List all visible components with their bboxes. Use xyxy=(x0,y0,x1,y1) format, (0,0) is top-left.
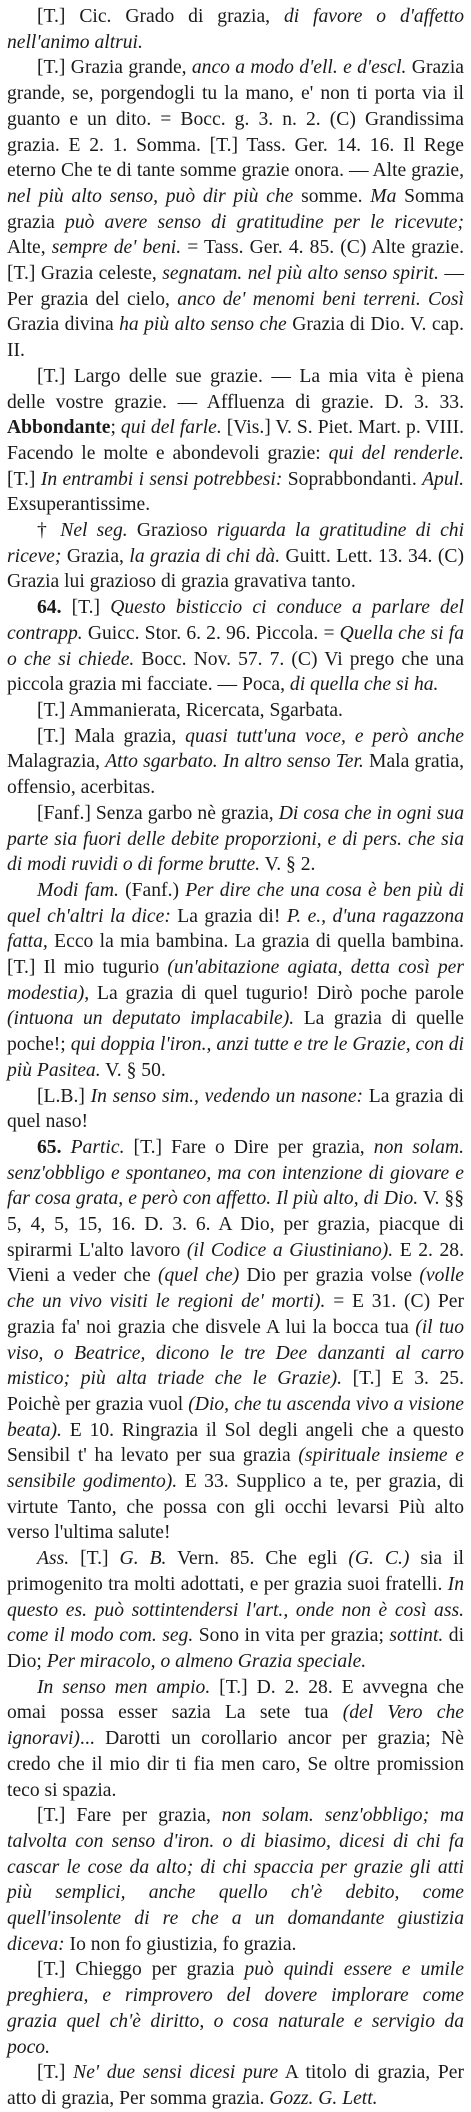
italic-text-run: In senso sim., vedendo un nasone: xyxy=(90,1085,364,1107)
text-run: Somma grazia xyxy=(7,185,464,233)
italic-text-run: Quella che si fa o che si chiede. xyxy=(7,622,465,670)
italic-text-run: (G. C.) xyxy=(348,1548,410,1570)
bold-text-run: 64. xyxy=(37,597,62,619)
text-run xyxy=(62,1137,71,1158)
text-run: La grazia di! xyxy=(170,905,287,927)
italic-text-run: Gozz. G. Lett. xyxy=(269,2087,378,2109)
text-run: [T.] Fare per grazia, xyxy=(37,1805,222,1827)
text-run: ... Darotti un corollario ancor per grazia; Nè credo che il mio dir ti fia men caro, Se oltre promission teco si spazia. xyxy=(7,1728,464,1801)
italic-text-run: ha più alto senso che xyxy=(119,314,287,336)
text-run: (Fanf.) xyxy=(118,879,186,901)
dictionary-paragraph xyxy=(7,1803,464,1957)
italic-text-run: qui del renderle. xyxy=(328,442,464,464)
dictionary-paragraph xyxy=(7,2060,464,2111)
text-run: sia il primogenito tra molti adottati, e per grazia suoi fratelli. xyxy=(7,1548,464,1595)
dictionary-paragraph xyxy=(7,55,464,363)
italic-text-run: nel più alto senso, può dir più che xyxy=(7,185,294,207)
text-run: Guitt. Lett. 13. 34. (C) Grazia lui grazioso di grazia gravativa tanto. xyxy=(7,545,465,593)
italic-text-run: Ma xyxy=(370,185,397,207)
italic-text-run: Apul. xyxy=(422,468,464,490)
italic-text-run: (un'abitazione agiata, detta così per modestia), xyxy=(7,957,465,1004)
italic-text-run: Per miracolo, o almeno Grazia speciale. xyxy=(46,1651,367,1672)
text-run: La grazia di quelle poche!; xyxy=(7,1008,465,1056)
dictionary-text-column xyxy=(7,4,464,2112)
italic-text-run: Di cosa che in ogni sua parte sia fuori delle debite proporzioni, e di pers. che sia di modi ruvidi o di forme brutte. xyxy=(7,802,464,876)
italic-text-run: In senso men ampio. xyxy=(37,1676,211,1698)
text-run: V. § 50. xyxy=(100,1059,166,1081)
text-run: A titolo di grazia, Per atto di grazia, Per somma grazia. xyxy=(7,2062,464,2109)
text-run: Ecco la mia bambina. La grazia di quella bambina. [T.] Il mio tugurio xyxy=(7,931,464,979)
text-run: [T.] Largo delle sue grazie. — La mia vita è piena delle vostre grazie. — Affluenza di grazie. D. 3. 33. xyxy=(7,365,464,413)
italic-text-run: (intuona un deputato implacabile). xyxy=(7,1008,295,1030)
dictionary-paragraph xyxy=(7,698,464,724)
text-run: Alte, xyxy=(7,237,52,259)
dictionary-paragraph xyxy=(7,1546,464,1675)
italic-text-run: (Dio, che tu ascenda vivo a visione beata). xyxy=(7,1393,464,1441)
italic-text-run: riguarda la gratitudine di chi riceve; xyxy=(7,520,465,567)
text-run: V. §§ 5, 4, 5, 15, 16. D. 3. 6. A Dio, per grazia, piacque di spirarmi L'alto lavoro xyxy=(7,1188,464,1261)
text-run: ; xyxy=(110,417,121,439)
italic-text-run: non solam. senz'obbligo; ma talvolta con senso d'iron. o di biasimo, dicesi di chi fa cascar le cose da alto; di chi spaccia per grazie gli atti più semplici, anche quello ch'è debito, come quell'insolente di re che a un domandante giustizia diceva: xyxy=(7,1805,464,1955)
text-run: [Fanf.] Senza garbo nè grazia, xyxy=(37,802,279,824)
italic-text-run: Atto sgarbato. In altro senso Ter. xyxy=(105,751,364,773)
text-run: Mala gratia, offensio, acerbitas. xyxy=(7,751,465,799)
dictionary-paragraph xyxy=(7,724,464,801)
italic-text-run: può quindi essere e umile preghiera, e rimprovero del dovere implorare come grazia quel ch'è diritto, o cosa naturale e servigio da poco. xyxy=(7,1959,465,2058)
text-run: [T.] Chieggo per grazia xyxy=(37,1959,245,1981)
text-run: E 33. Supplico a te, per grazia, di virtute Tanto, che possa con gli occhi levarsi Più alto verso l'ultima salute! xyxy=(7,1471,464,1544)
italic-text-run: di quella che si ha. xyxy=(289,674,439,696)
text-run: [T.] Mala grazia, xyxy=(37,725,186,747)
italic-text-run: anco a modo d'ell. e d'escl. xyxy=(191,57,407,79)
italic-text-run: P. e., d'una ragazzona fatta, xyxy=(7,905,464,953)
italic-text-run: (quel che) xyxy=(157,1265,240,1287)
text-run: = E 31. (C) Per grazia fa' noi grazia che disvele A lui la bocca tua xyxy=(7,1291,464,1338)
dictionary-paragraph xyxy=(7,1957,464,2060)
italic-text-run: (del Vero che ignoravi) xyxy=(7,1702,464,1750)
text-run: [L.B.] xyxy=(37,1085,91,1107)
text-run: Grazia grande, se, porgendogli tu la mano, e' non ti porta via il guanto e un dito. = Bocc. g. 3. n. 2. (C) Grandissima grazia. E 2. 1. Somma. [T.] Tass. Ger. 14. 16. Il Rege eterno Che te di tante somme grazie onora. — Alte grazie, xyxy=(7,57,465,182)
dictionary-paragraph xyxy=(7,878,464,1084)
text-run: [T.] D. 2. 28. E avvegna che omai possa esser sazia La sete tua xyxy=(7,1676,464,1724)
italic-text-run: sottint. xyxy=(389,1625,444,1647)
text-run: [T.] xyxy=(37,2062,74,2084)
text-run: Soprabbondanti. xyxy=(282,468,423,490)
text-run: [T.] xyxy=(7,468,41,490)
text-run: Exsuperantissime. xyxy=(7,494,151,516)
dictionary-paragraph xyxy=(7,1675,464,1804)
text-run: Sono in vita per grazia; xyxy=(193,1625,390,1647)
text-run: [T.] Fare o Dire per grazia, xyxy=(124,1136,374,1158)
text-run: La grazia di quel tugurio! Dirò poche parole xyxy=(89,982,464,1004)
italic-text-run: qui doppia l'iron., anzi tutte e tre le Grazie, con di più Pasitea. xyxy=(7,1034,464,1081)
dictionary-paragraph xyxy=(7,518,464,595)
italic-text-run: anco de' menomi beni terreni. Così xyxy=(177,288,464,310)
italic-text-run: G. B. xyxy=(119,1548,167,1570)
text-run: Grazioso xyxy=(127,520,217,542)
text-run: somme. xyxy=(293,185,371,207)
text-run: di Dio; xyxy=(7,1625,465,1672)
italic-text-run: Ass. xyxy=(37,1548,70,1570)
italic-text-run: Modi fam. xyxy=(37,879,119,901)
italic-text-run: la grazia di chi dà. xyxy=(129,545,281,567)
italic-text-run: Partic. xyxy=(70,1136,125,1158)
dictionary-paragraph xyxy=(7,595,464,698)
text-run: [T.] xyxy=(61,597,111,619)
italic-text-run: Per dire che una cosa è ben più di quel ch'altri la dice: xyxy=(7,879,465,927)
dictionary-paragraph xyxy=(7,364,464,518)
text-run: — Per grazia del cielo, xyxy=(7,263,464,310)
text-run: Vern. 85. Che egli xyxy=(166,1548,349,1570)
text-run: Dio per grazia volse xyxy=(239,1265,420,1287)
text-run: E 2. 28. Vieni a veder che xyxy=(7,1239,464,1287)
text-run: Grazia, xyxy=(61,545,130,567)
dictionary-paragraph xyxy=(7,1084,464,1135)
italic-text-run: qui del farle. xyxy=(120,417,222,439)
text-run: Io non fo giustizia, fo grazia. xyxy=(64,1933,297,1955)
text-run: † xyxy=(37,520,61,542)
italic-text-run: può avere senso di gratitudine per le ricevute; xyxy=(65,211,464,233)
dictionary-paragraph xyxy=(7,801,464,878)
text-run: [T.] xyxy=(69,1548,120,1570)
italic-text-run: (il tuo viso, o Beatrice, dicono le tre Dee danzanti al carro mistico; più alta triade che le Grazie). xyxy=(7,1316,464,1390)
italic-text-run: In questo es. può sottintendersi l'art., onde non è così ass. come il modo com. seg. xyxy=(7,1573,464,1647)
text-run: = Tass. Ger. 4. 85. (C) Alte grazie. [T.] Grazia celeste, xyxy=(7,237,465,285)
italic-text-run: (il Codice a Giustiniano). xyxy=(186,1239,394,1261)
italic-text-run: (spirituale insieme e sensibile godimento). xyxy=(7,1445,464,1493)
dictionary-paragraph xyxy=(7,1135,464,1546)
text-run: Grazia di Dio. V. cap. II. xyxy=(7,314,464,362)
text-run: Guicc. Stor. 6. 2. 96. Piccola. = xyxy=(82,622,340,644)
italic-text-run: segnatam. nel più alto senso spirit. xyxy=(162,263,439,285)
text-run: [T.] Grazia grande, xyxy=(37,57,192,79)
bold-text-run: 65. xyxy=(37,1136,62,1158)
italic-text-run: In entrambi i sensi potrebbesi: xyxy=(40,468,283,490)
text-run: La grazia di quel naso! xyxy=(7,1085,464,1133)
italic-text-run: Nel seg. xyxy=(60,520,128,542)
text-run: [T.] Ammanierata, Ricercata, Sgarbata. xyxy=(37,699,343,721)
text-run: [Vis.] V. S. Piet. Mart. p. VIII. Facendo le molte e abondevoli grazie: xyxy=(7,417,464,464)
italic-text-run: sempre de' beni. xyxy=(51,237,182,259)
bold-text-run: Abbondante xyxy=(7,417,111,439)
italic-text-run: Questo bisticcio ci conduce a parlare del contrapp. xyxy=(7,597,464,644)
text-run: [T.] E 3. 25. Poichè per grazia vuol xyxy=(7,1368,464,1415)
text-run: Malagrazia, xyxy=(7,751,106,773)
dictionary-paragraph xyxy=(7,4,464,55)
italic-text-run: quasi tutt'una voce, e però anche xyxy=(185,725,465,747)
italic-text-run: Ne' due sensi dicesi pure xyxy=(73,2062,279,2084)
text-run: Bocc. Nov. 57. 7. (C) Vi prego che una piccola grazia mi facciate. — Poca, xyxy=(7,648,464,696)
text-run: E 10. Ringrazia il Sol degli angeli che a questo Sensibil t' ha levato per sua grazia xyxy=(7,1419,464,1467)
text-run: [T.] Cic. Grado di grazia, xyxy=(37,6,284,27)
italic-text-run: non solam. senz'obbligo e spontaneo, ma con intenzione di giovare e far cosa grata, e però con affetto. Il più alto, di Dio. xyxy=(7,1136,464,1210)
text-run: V. § 2. xyxy=(260,854,316,876)
italic-text-run: (volle che un vivo visiti le regioni de' morti). xyxy=(7,1265,464,1313)
text-run: Grazia divina xyxy=(7,314,120,336)
italic-text-run: di favore o d'affetto nell'animo altrui. xyxy=(7,6,464,53)
